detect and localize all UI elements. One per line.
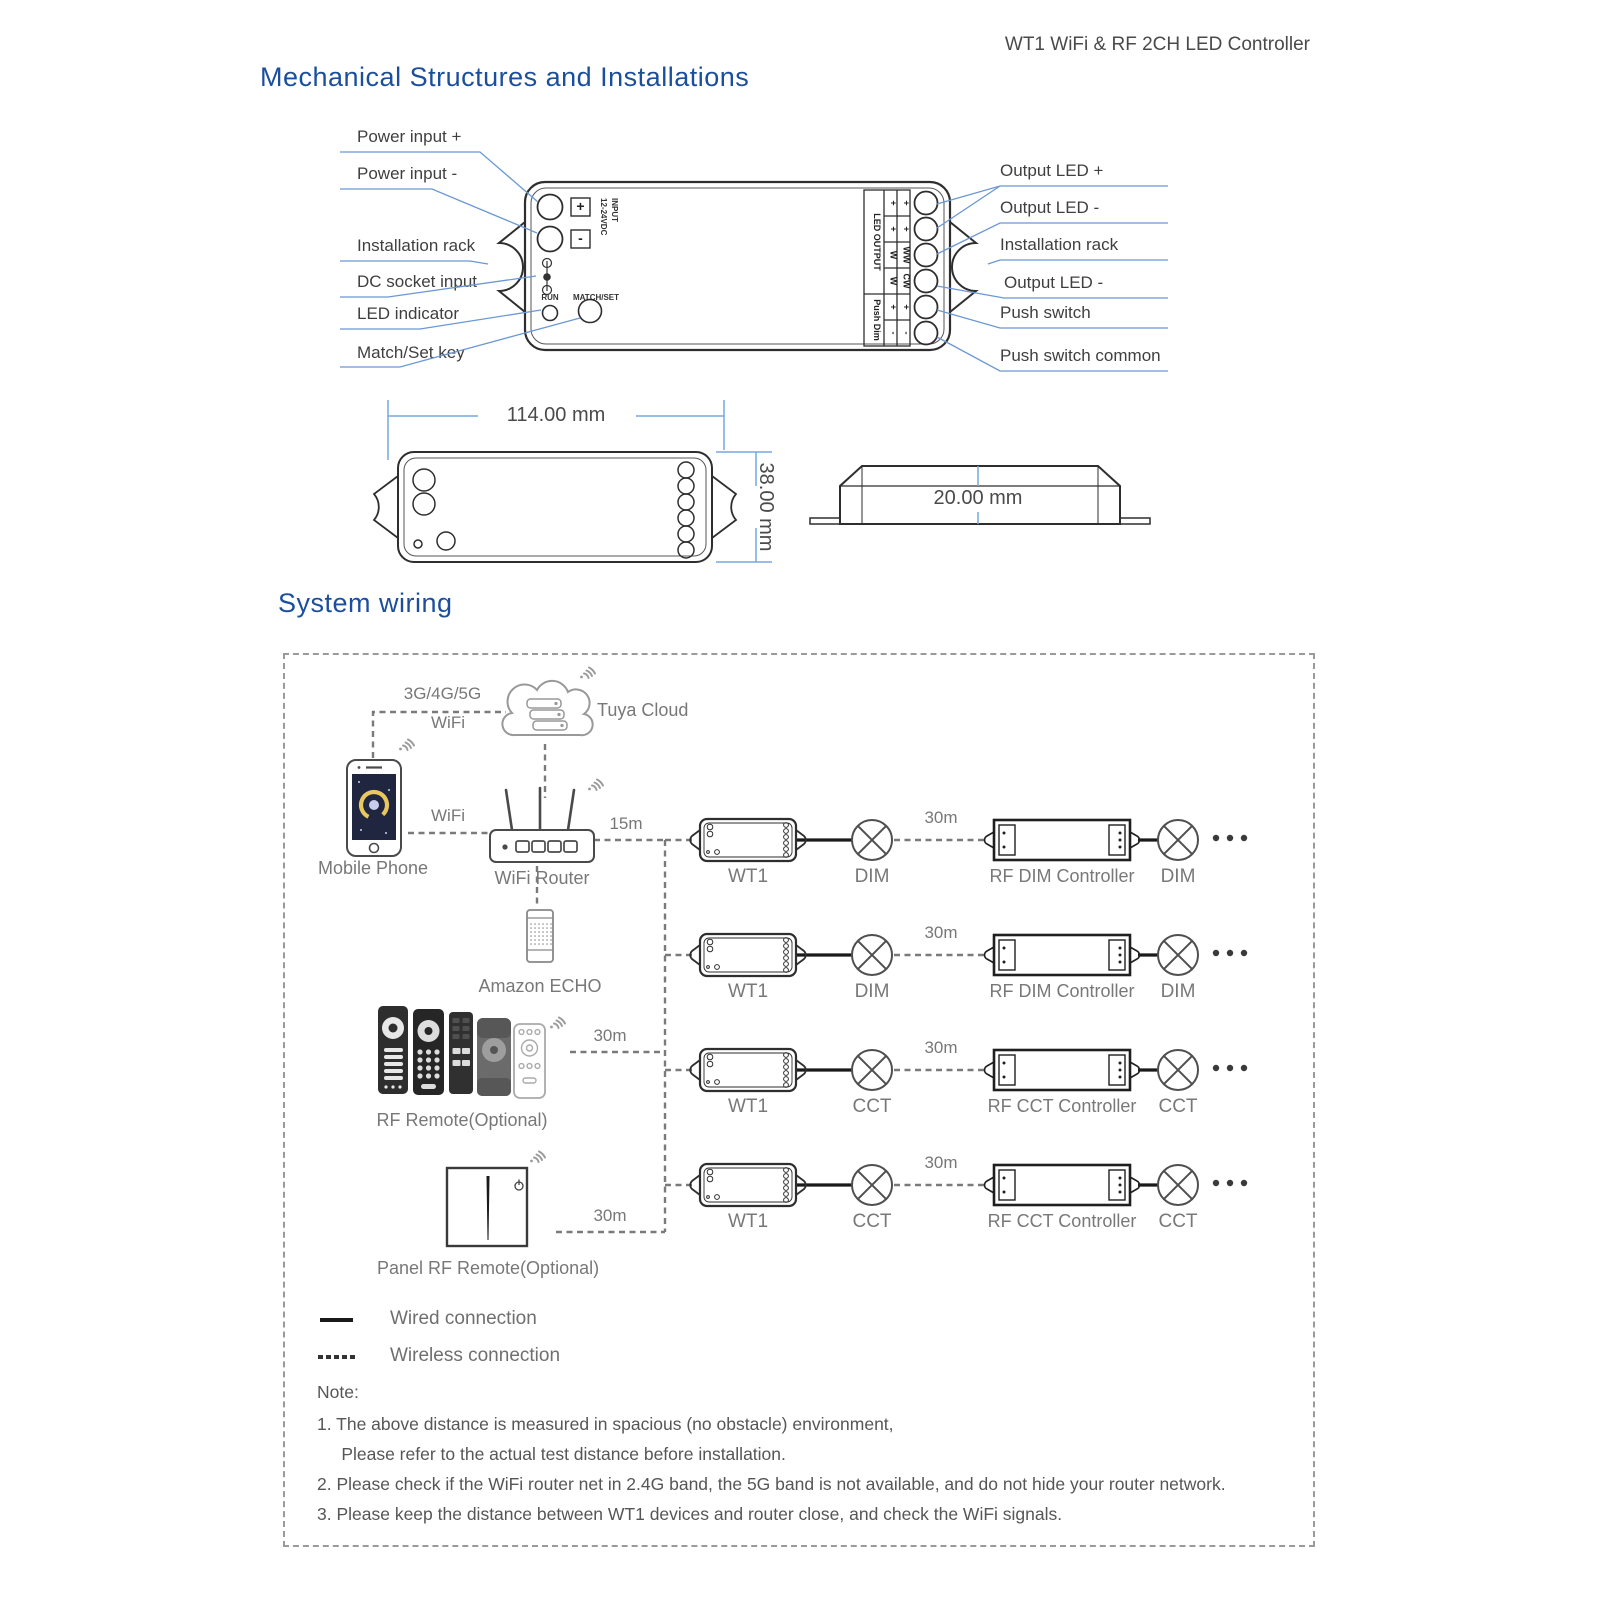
device-top-drawing — [499, 182, 976, 350]
lamp-icon — [1158, 1165, 1198, 1205]
label-lamp2-row4: CCT — [1158, 1211, 1198, 1232]
wifi-router-icon — [490, 780, 603, 863]
lamp-icon — [852, 1050, 892, 1090]
section-title-mechanical: Mechanical Structures and Installations — [260, 62, 750, 92]
label-output-led-plus: Output LED + — [1000, 161, 1104, 180]
wt1-device-icon — [690, 1164, 805, 1206]
label-panel-rf-remote: Panel RF Remote(Optional) — [377, 1258, 600, 1278]
label-30m-row3: 30m — [924, 1038, 958, 1057]
mobile-phone-icon — [347, 740, 414, 857]
label-rf-remote-30m: 30m — [593, 1026, 627, 1045]
wt1-device-icon — [690, 819, 805, 861]
lamp-icon — [1158, 935, 1198, 975]
page-header-title: WT1 WiFi & RF 2CH LED Controller — [1004, 34, 1310, 55]
label-panel-30m: 30m — [593, 1206, 627, 1225]
lamp-icon — [852, 935, 892, 975]
wt1-device-icon — [690, 1049, 805, 1091]
label-wt1-row3: WT1 — [727, 1096, 769, 1117]
cell-2b: + — [901, 226, 912, 232]
label-lamp1-row4: CCT — [852, 1211, 892, 1232]
label-amazon-echo: Amazon ECHO — [478, 976, 602, 996]
label-output-led-minus-1: Output LED - — [1000, 198, 1100, 217]
cloud-wifi-icon — [580, 668, 595, 679]
label-led-indicator: LED indicator — [357, 304, 460, 323]
dimension-top-view — [374, 400, 777, 562]
lamp-icon — [852, 1165, 892, 1205]
tuya-cloud-icon — [502, 668, 595, 736]
lamp-icon — [1158, 1050, 1198, 1090]
label-wifi-mid: WiFi — [431, 806, 465, 825]
rf-controller-icon — [985, 935, 1140, 975]
note-line-3: 3. Please keep the distance between WT1 devices and router close, and check the WiFi signals. — [317, 1504, 1063, 1524]
label-15m: 15m — [609, 814, 643, 833]
cell-1a: + — [888, 200, 899, 206]
label-mobile-phone: Mobile Phone — [317, 858, 429, 878]
label-lamp1-row1: DIM — [854, 866, 890, 887]
rf-controller-icon — [985, 1165, 1140, 1205]
amazon-echo-icon — [527, 910, 553, 962]
cell-5b: + — [901, 304, 912, 310]
phone-wifi-icon — [399, 740, 414, 751]
rf-controller-icon — [985, 1050, 1140, 1090]
label-30m-row1: 30m — [924, 808, 958, 827]
run-label: RUN — [541, 293, 559, 302]
push-dim-label: Push Dim — [872, 299, 882, 341]
cell-5a: + — [888, 304, 899, 310]
router-wifi-icon — [588, 780, 603, 791]
label-rf-remote: RF Remote(Optional) — [376, 1110, 548, 1130]
label-power-input-plus: Power input + — [357, 127, 462, 146]
cell-4a: W — [888, 276, 899, 286]
dimension-depth-label: 20.00 mm — [933, 487, 1023, 509]
cell-1b: + — [901, 200, 912, 206]
label-tuya-cloud: Tuya Cloud — [597, 700, 689, 720]
dimension-width-label: 114.00 mm — [506, 404, 606, 426]
cell-4b: CW — [901, 273, 912, 289]
note-line-2: 2. Please check if the WiFi router net in 2.4G band, the 5G band is not available, and do not hide your router network. — [317, 1474, 1226, 1494]
input-minus-mark: - — [578, 230, 583, 246]
label-lamp2-row1: DIM — [1160, 866, 1196, 887]
input-plus-mark: + — [576, 198, 585, 214]
label-wifi-top: WiFi — [431, 713, 465, 732]
note-line-1b: Please refer to the actual test distance before installation. — [317, 1444, 786, 1464]
panel-wifi-icon — [530, 1152, 545, 1163]
label-push-switch-common: Push switch common — [1000, 346, 1161, 365]
label-controller-row3: RF CCT Controller — [987, 1096, 1137, 1116]
wt1-device-icon — [690, 934, 805, 976]
input-label: INPUT — [610, 198, 619, 222]
label-lamp1-row2: DIM — [854, 981, 890, 1002]
label-lamp1-row3: CCT — [852, 1096, 892, 1117]
label-wifi-router: WiFi Router — [494, 868, 590, 888]
label-wt1-row4: WT1 — [727, 1211, 769, 1232]
rf-remote-wifi-icon — [550, 1018, 565, 1029]
led-output-label: LED OUTPUT — [872, 213, 882, 271]
label-controller-row1: RF DIM Controller — [989, 866, 1135, 886]
note-line-1: 1. The above distance is measured in spacious (no obstacle) environment, — [317, 1414, 894, 1434]
label-controller-row4: RF CCT Controller — [987, 1211, 1137, 1231]
ellipsis-icon — [1213, 1180, 1247, 1186]
ellipsis-icon — [1213, 835, 1247, 841]
lamp-icon — [852, 820, 892, 860]
notes-title: Note: — [317, 1382, 359, 1402]
section-title-wiring: System wiring — [278, 588, 453, 618]
legend-wired-label: Wired connection — [390, 1308, 537, 1329]
label-installation-rack-left: Installation rack — [357, 236, 476, 255]
label-output-led-minus-2: Output LED - — [1004, 273, 1104, 292]
match-set-label: MATCH/SET — [572, 293, 620, 302]
label-push-switch: Push switch — [1000, 303, 1091, 322]
label-3g4g5g: 3G/4G/5G — [403, 684, 482, 703]
ellipsis-icon — [1213, 950, 1247, 956]
cell-3a: W — [888, 250, 899, 260]
cell-6a: - — [888, 331, 899, 335]
lamp-icon — [1158, 820, 1198, 860]
label-power-input-minus: Power input - — [357, 164, 458, 183]
label-installation-rack-right: Installation rack — [1000, 235, 1119, 254]
legend-wireless-label: Wireless connection — [390, 1345, 561, 1366]
label-controller-row2: RF DIM Controller — [989, 981, 1135, 1001]
dimension-side-view — [810, 466, 1150, 524]
rf-controller-icon — [985, 820, 1140, 860]
wired-connections — [796, 840, 1158, 1185]
label-lamp2-row2: DIM — [1160, 981, 1196, 1002]
cell-3b: WW — [901, 246, 912, 264]
mounting-tab-left — [499, 222, 525, 312]
label-wt1-row1: WT1 — [727, 866, 769, 887]
cell-6b: - — [901, 331, 912, 335]
label-match-set-key: Match/Set key — [357, 343, 465, 362]
label-wt1-row2: WT1 — [727, 981, 769, 1002]
label-lamp2-row3: CCT — [1158, 1096, 1198, 1117]
label-30m-row2: 30m — [924, 923, 958, 942]
wireless-connections — [373, 712, 988, 1232]
rf-remote-group-icon — [378, 1006, 565, 1098]
ellipsis-icon — [1213, 1065, 1247, 1071]
mounting-tab-right — [950, 222, 976, 312]
cell-2a: + — [888, 226, 899, 232]
label-dc-socket-input: DC socket input — [357, 272, 477, 291]
label-30m-row4: 30m — [924, 1153, 958, 1172]
input-voltage-label: 12-24VDC — [599, 198, 608, 236]
panel-rf-remote-icon — [447, 1152, 545, 1247]
dimension-height-label: 38.00 mm — [755, 462, 777, 552]
